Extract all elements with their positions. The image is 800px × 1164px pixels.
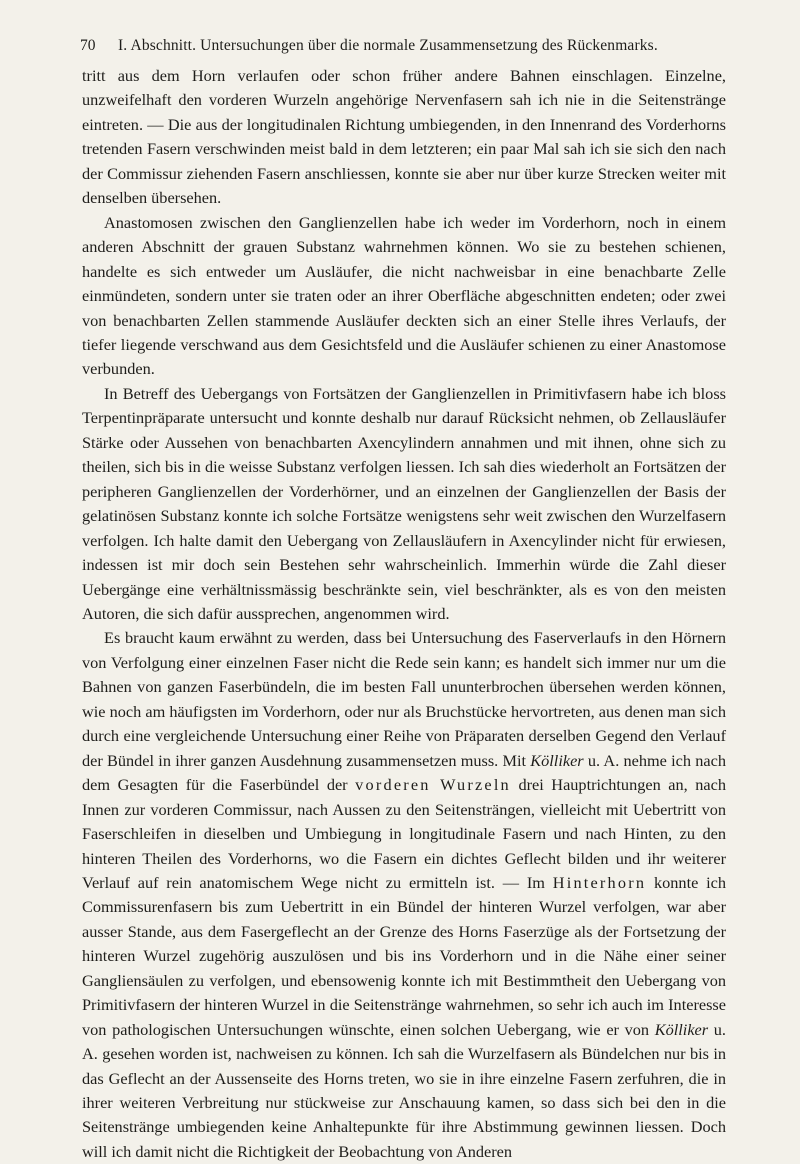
running-title: I. Abschnitt. Untersuchungen über die normale Zusammensetzung des Rückenmarks. [118,37,658,54]
spaced-term: Hinterhorn [552,872,647,892]
body-text [82,64,726,1164]
author-name: Kölliker [654,1019,709,1039]
author-name: Kölliker [530,750,584,770]
text-run: konnte ich Commissurenfasern bis zum Uebertritt in ein Bündel der hinteren Wurzel verfolgen, war aber ausser Stande, aus dem Fasergeflecht an der Grenze des Horns Faserzüge als der Fortsetzung der hinteren Wurzel zugehörig auszulösen und bis ins Vorderhorn und in die Nähe einer seiner Gangliensäulen zu verfolgen, und ebensowenig konnte ich mit Bestimmtheit den Uebergang von Primitivfasern der hinteren Wurzel in die Seitenstränge wahrnehmen, so sehr ich auch im Interesse von pathologischen Untersuchungen wünschte, einen solchen Uebergang, wie er von [82,872,727,1039]
paragraph [82,626,726,1164]
running-header [76,34,726,58]
text-run: drei Hauptrichtungen an, nach Innen zur vorderen Commissur, nach Aussen zu den Seitensträngen, vielleicht mit Uebertritt von Faserschleifen in dieselben und Umbiegung in longitudinale Fasern und nach Hinten, zu den hinteren Theilen des Vorderhorns, wo die Fasern ein dichtes Geflecht bilden und ihr weiterer Verlauf auf rein anatomischem Wege nicht zu ermitteln ist. — Im [82,775,726,892]
text-run: u. A. gesehen worden ist, nachweisen zu können. Ich sah die Wurzelfasern als Bündelchen nur bis in das Geflecht an der Aussenseite des Horns treten, wo sie in ihre einzelne Fasern zerfuhren, die in ihrer weiteren Verbreitung nur stückweise zur Anschauung kamen, so dass sich bei den in die Seitenstränge umbiegenden keine Anhaltepunkte für ihre Abstimmung gewinnen liessen. Doch will ich damit nicht die Richtigkeit der Beobachtung von Anderen [82,1019,726,1161]
paragraph: Anastomosen zwischen den Ganglienzellen habe ich weder im Vorderhorn, noch in einem anderen Abschnitt der grauen Substanz wahrnehmen können. Wo sie zu bestehen schienen, handelte es sich entweder um Ausläufer, die nicht nachweisbar in eine benachbarte Zelle einmündeten, sondern unter sie traten oder an ihrer Oberfläche abgeschnitten endeten; oder zwei von benachbarten Zellen stammende Ausläufer deckten sich an einer Stelle ihres Verlaufs, der tiefer liegende verschwand aus dem Gesichtsfeld und die Ausläufer schienen zu einer Anastomose verbunden. [82,212,726,379]
paragraph: tritt aus dem Horn verlaufen oder schon früher andere Bahnen einschlagen. Einzelne, unzweifelhaft den vorderen Wurzeln angehörige Nervenfasern sah ich nie in die Seitenstränge eintreten. — Die aus der longitudinalen Richtung umbiegenden, in den Innenrand des Vorderhorns tretenden Fasern verschwinden meist bald in dem letzteren; ein paar Mal sah ich sie sich den nach der Commissur ziehenden Fasern anschliessen, konnte sie aber nur über kurze Strecken weiter mit denselben übersehen. [82,66,726,208]
text-run: Es braucht kaum erwähnt zu werden, dass bei Untersuchung des Faserverlaufs in den Hörnern von Verfolgung einer einzelnen Faser nicht die Rede sein kann; es handelt sich immer nur um die Bahnen von ganzen Faserbündeln, die im besten Fall ununterbrochen übersehen werden können, wie noch am häufigsten im Vorderhorn, oder nur als Bruchstücke hervortreten, aus denen man sich durch eine vergleichende Untersuchung einer Reihe von Präparaten derselben Gegend den Verlauf der Bündel in ihrer ganzen Ausdehnung zusammensetzen muss. Mit [82,628,726,770]
paragraph: In Betreff des Uebergangs von Fortsätzen der Ganglienzellen in Primitivfasern habe ich bloss Terpentinpräparate untersucht und konnte deshalb nur darauf Rücksicht nehmen, ob Zellausläufer Stärke oder Aussehen von benachbarten Axencylindern annahmen und mit ihnen, ohne sich zu theilen, sich bis in die weisse Substanz verfolgen liessen. Ich sah dies wiederholt an Fortsätzen der peripheren Ganglienzellen der Vorderhörner, und an einzelnen der Ganglienzellen der Basis der gelatinösen Substanz konnte ich solche Fortsätze wenigstens sehr weit zwischen den Wurzelfasern verfolgen. Ich halte damit den Uebergang von Zellausläufern in Axencylinder nicht für erwiesen, indessen ist mir doch sein Bestehen sehr wahrscheinlich. Immerhin würde die Zahl dieser Uebergänge eine verhältnissmässig beschränkte sein, viel beschränkter, als es von den meisten Autoren, die sich dafür aussprechen, angenommen wird. [82,383,726,623]
page-number: 70 [80,37,96,54]
text-run: u. A. nehme ich nach dem Gesagten für die Faserbündel der [82,750,727,795]
spaced-term: vorderen Wurzeln [355,775,511,795]
